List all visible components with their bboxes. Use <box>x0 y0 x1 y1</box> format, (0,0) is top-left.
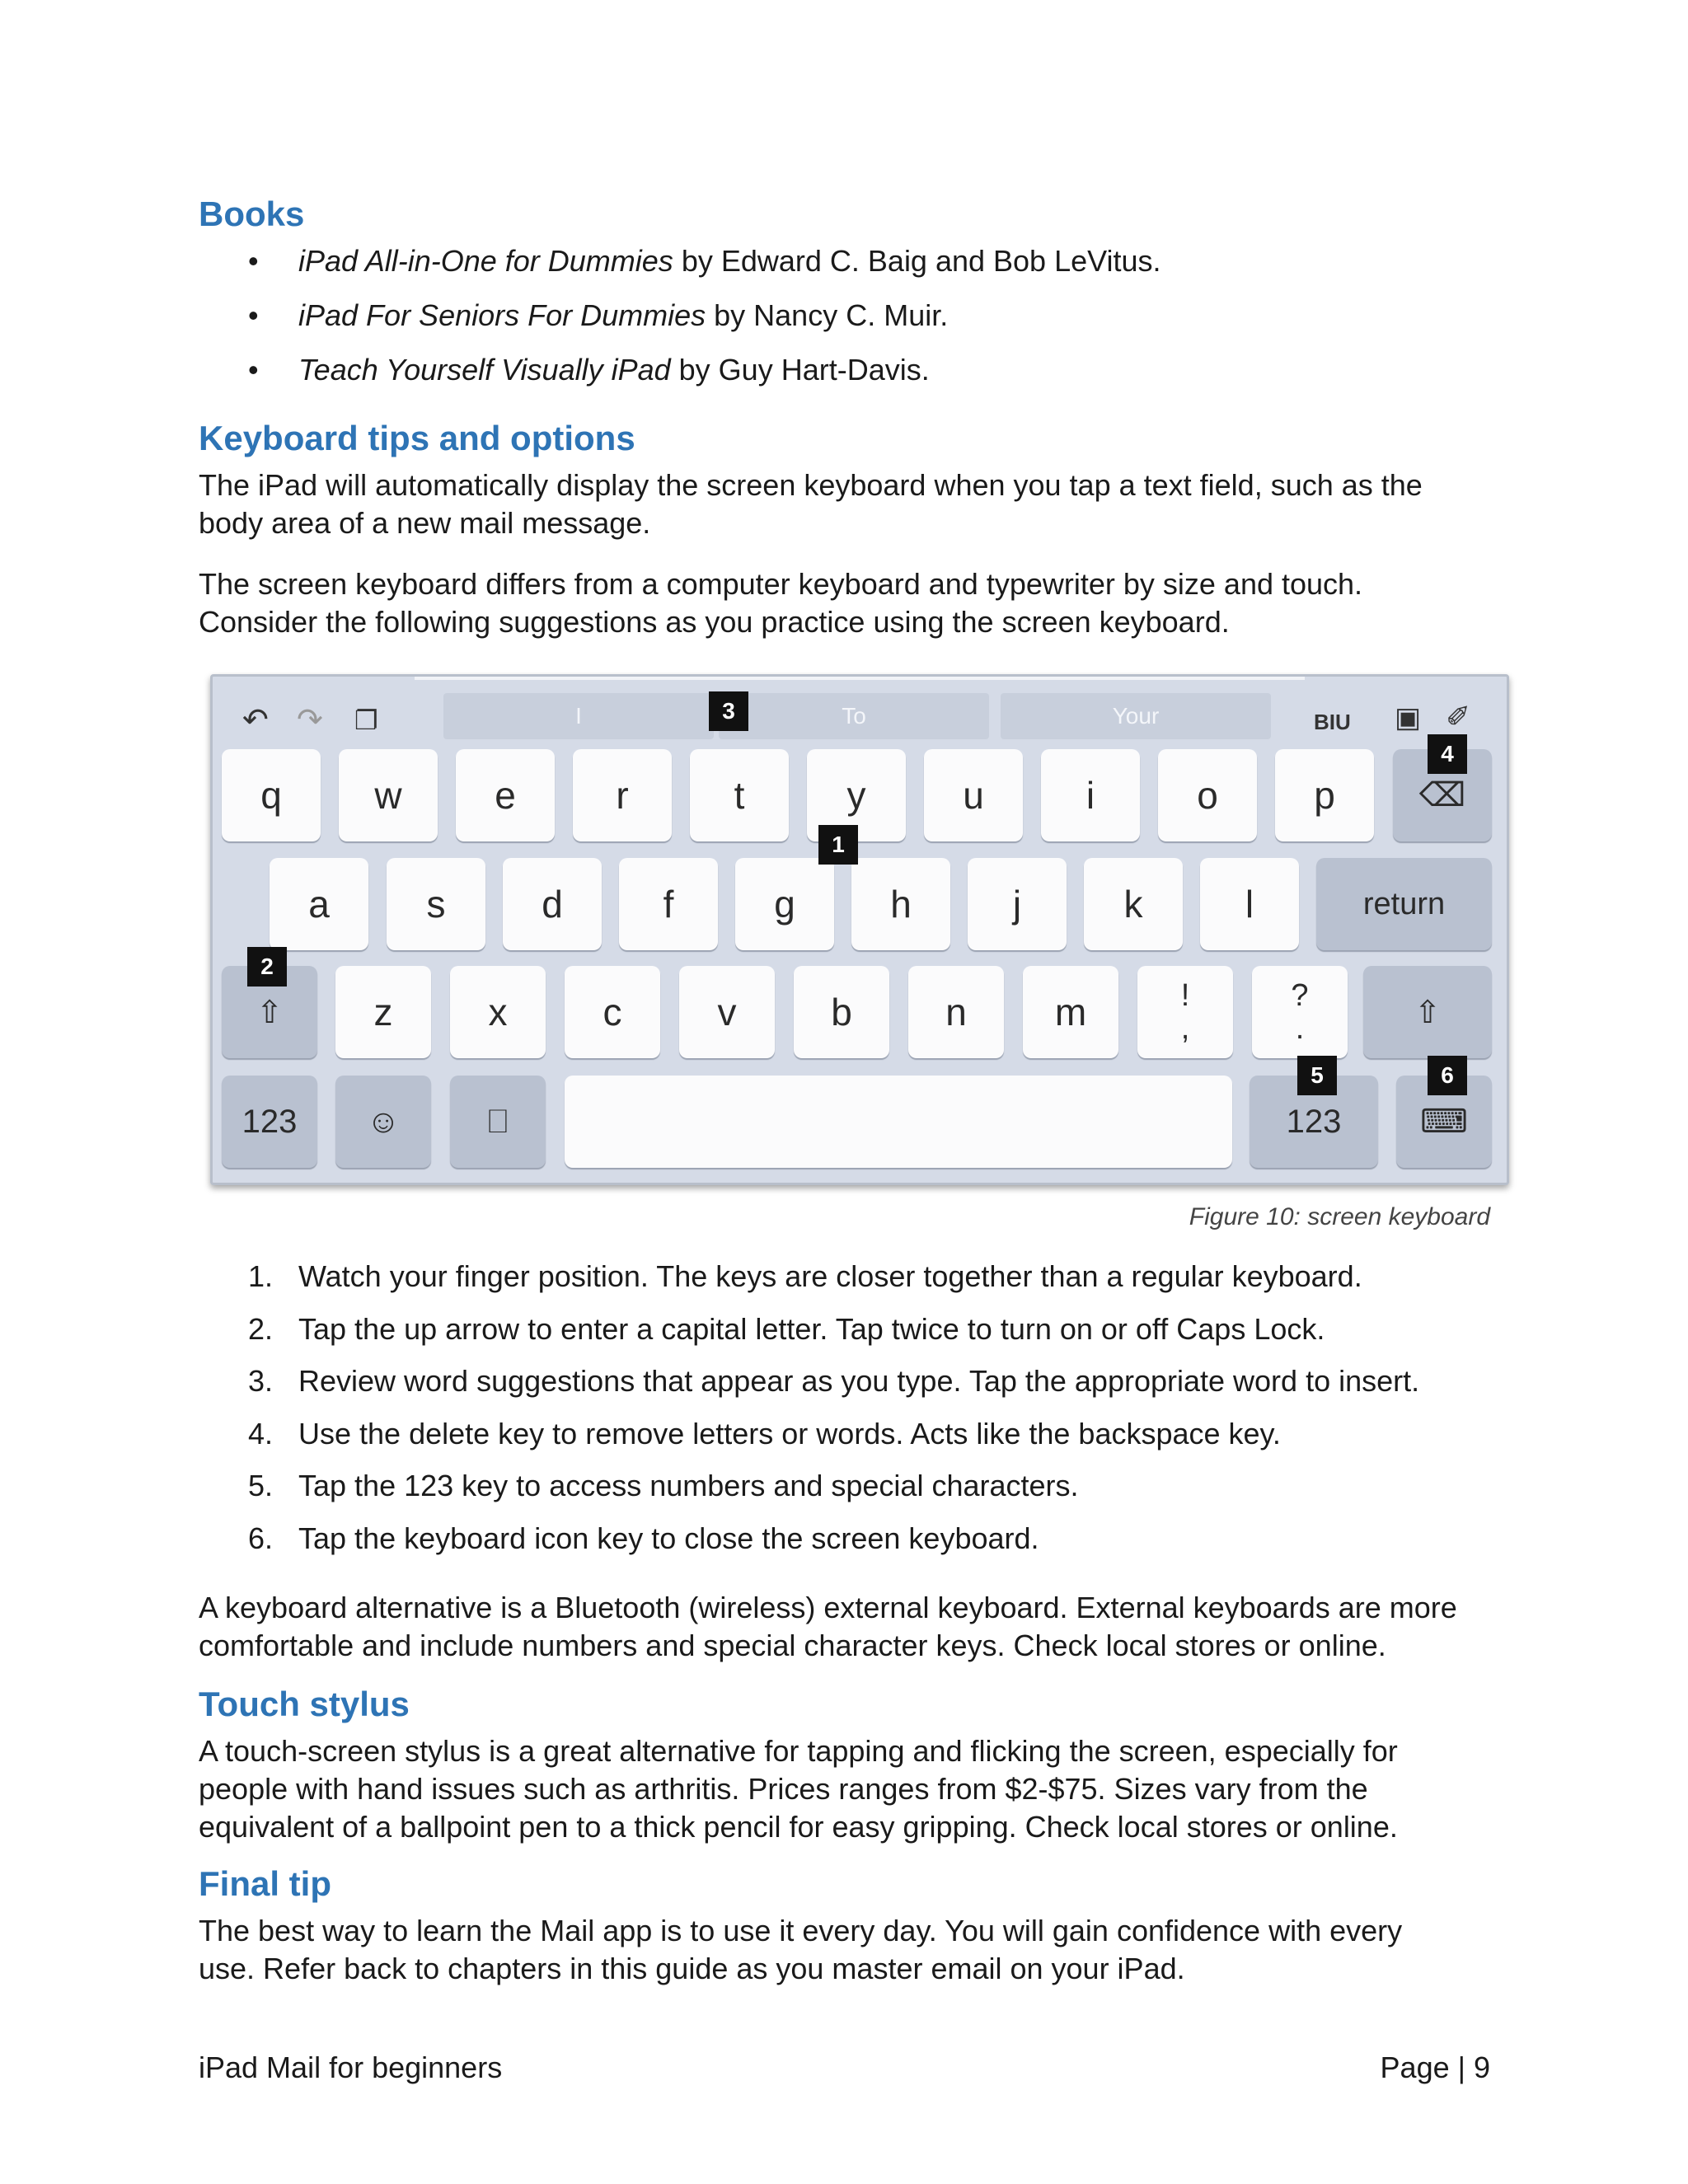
text-line: A keyboard alternative is a Bluetooth (wireless) external keyboard. External keyboards are more <box>199 1591 1457 1624</box>
camera-icon: ▣ <box>1395 702 1422 733</box>
shift-left-icon: ⇧ <box>222 966 317 1058</box>
final-tip-paragraph <box>199 1912 1501 1988</box>
key-glyph-bottom: . <box>1295 1011 1305 1046</box>
key-p: p <box>1275 749 1374 841</box>
key-c: c <box>565 966 660 1058</box>
book-title: iPad All-in-One for Dummies <box>298 244 673 278</box>
step-text: Review word suggestions that appear as you type. Tap the appropriate word to insert. <box>298 1364 1420 1398</box>
key-o: o <box>1158 749 1257 841</box>
microphone-icon: ⎕ <box>450 1076 546 1168</box>
book-title: iPad For Seniors For Dummies <box>298 298 706 332</box>
space-bar <box>565 1076 1232 1168</box>
callout-badge-3: 3 <box>709 691 748 731</box>
redo-icon: ↷ <box>297 703 323 738</box>
touch-stylus-paragraph <box>199 1732 1501 1846</box>
key-s: s <box>387 858 485 950</box>
step-number: 4. <box>248 1417 274 1451</box>
key-t: t <box>690 749 789 841</box>
key-i: i <box>1041 749 1140 841</box>
step-text: Tap the keyboard icon key to close the screen keyboard. <box>298 1521 1039 1555</box>
screen-keyboard-figure <box>210 674 1509 1185</box>
footer-title: iPad Mail for beginners <box>199 2050 503 2084</box>
keyboard-dismiss-icon: ⌨ <box>1396 1076 1492 1168</box>
numbers-key-right: 123 <box>1250 1076 1378 1168</box>
step-number: 5. <box>248 1469 274 1502</box>
bullet: • <box>248 353 259 387</box>
book-author: by Guy Hart-Davis. <box>670 353 930 387</box>
paperclip-icon: ✐ <box>1446 700 1471 733</box>
emoji-icon: ☺ <box>335 1076 431 1168</box>
suggestion-3: Your <box>1001 693 1271 739</box>
step-text: Use the delete key to remove letters or words. Acts like the backspace key. <box>298 1417 1281 1451</box>
key-b: b <box>794 966 889 1058</box>
book-author: by Nancy C. Muir. <box>706 298 949 332</box>
callout-badge-5: 5 <box>1297 1056 1337 1095</box>
format-biu-icon: BIU <box>1314 710 1351 734</box>
text-line: Consider the following suggestions as you practice using the screen keyboard. <box>199 605 1230 639</box>
key-r: r <box>573 749 672 841</box>
text-line: use. Refer back to chapters in this guide as you master email on your iPad. <box>199 1952 1185 1985</box>
step-text: Tap the 123 key to access numbers and special characters. <box>298 1469 1079 1502</box>
callout-badge-2: 2 <box>247 947 287 987</box>
final-tip-heading: Final tip <box>199 1864 331 1903</box>
key-e: e <box>456 749 555 841</box>
step-number: 3. <box>248 1364 274 1398</box>
step-number: 2. <box>248 1312 274 1346</box>
bullet: • <box>248 298 259 332</box>
suggestion-2: To <box>719 693 989 739</box>
key-l: l <box>1200 858 1299 950</box>
keyboard-tips-paragraph-2 <box>199 565 1501 641</box>
return-key: return <box>1316 858 1492 950</box>
shift-right-icon: ⇧ <box>1363 966 1492 1058</box>
touch-stylus-heading: Touch stylus <box>199 1685 410 1723</box>
step-number: 6. <box>248 1521 274 1555</box>
key-exclaim-comma <box>1137 966 1233 1058</box>
key-a: a <box>270 858 368 950</box>
callout-badge-6: 6 <box>1428 1056 1467 1095</box>
key-glyph-top: ? <box>1291 978 1309 1013</box>
key-j: j <box>968 858 1067 950</box>
text-line: equivalent of a ballpoint pen to a thick pencil for easy gripping. Check local stores or online. <box>199 1810 1398 1844</box>
key-q: q <box>222 749 321 841</box>
alt-keyboard-paragraph <box>199 1589 1501 1665</box>
text-line: body area of a new mail message. <box>199 506 651 540</box>
key-v: v <box>679 966 775 1058</box>
key-u: u <box>924 749 1023 841</box>
key-m: m <box>1023 966 1118 1058</box>
text-line: A touch-screen stylus is a great alternative for tapping and flicking the screen, especially for <box>199 1734 1398 1768</box>
keyboard-tips-paragraph-1 <box>199 466 1501 542</box>
delete-key-icon: ⌫ <box>1393 749 1492 841</box>
figure-caption: Figure 10: screen keyboard <box>1189 1203 1490 1230</box>
key-y: y <box>807 749 906 841</box>
step-number: 1. <box>248 1259 274 1293</box>
key-f: f <box>619 858 718 950</box>
paste-icon: ❐ <box>354 705 378 735</box>
text-line: people with hand issues such as arthritis. Prices ranges from $2-$75. Sizes vary from the <box>199 1772 1368 1806</box>
key-g: g <box>735 858 834 950</box>
text-line: The screen keyboard differs from a computer keyboard and typewriter by size and touch. <box>199 567 1363 601</box>
suggestion-1: I <box>443 693 714 739</box>
key-h: h <box>851 858 950 950</box>
key-n: n <box>908 966 1004 1058</box>
key-question-period <box>1252 966 1348 1058</box>
undo-icon: ↶ <box>242 703 269 738</box>
callout-badge-4: 4 <box>1428 734 1467 774</box>
key-x: x <box>450 966 546 1058</box>
text-line: The best way to learn the Mail app is to use it every day. You will gain confidence with every <box>199 1914 1403 1947</box>
callout-badge-1: 1 <box>818 825 858 865</box>
key-glyph-bottom: , <box>1180 1011 1190 1046</box>
text-line: comfortable and include numbers and special character keys. Check local stores or online. <box>199 1629 1386 1662</box>
text-line: The iPad will automatically display the screen keyboard when you tap a text field, such as the <box>199 468 1423 502</box>
key-k: k <box>1084 858 1183 950</box>
key-d: d <box>503 858 602 950</box>
book-author: by Edward C. Baig and Bob LeVitus. <box>673 244 1161 278</box>
book-title: Teach Yourself Visually iPad <box>298 353 671 387</box>
shortcut-bar-highlight <box>415 677 1305 680</box>
keyboard-tips-heading: Keyboard tips and options <box>199 419 635 457</box>
page-number: Page | 9 <box>1380 2050 1490 2084</box>
key-w: w <box>339 749 438 841</box>
key-glyph-top: ! <box>1180 978 1190 1013</box>
key-z: z <box>335 966 431 1058</box>
books-heading: Books <box>199 194 305 233</box>
bullet: • <box>248 244 259 278</box>
numbers-key: 123 <box>222 1076 317 1168</box>
step-text: Tap the up arrow to enter a capital letter. Tap twice to turn on or off Caps Lock. <box>298 1312 1325 1346</box>
step-text: Watch your finger position. The keys are closer together than a regular keyboard. <box>298 1259 1362 1293</box>
